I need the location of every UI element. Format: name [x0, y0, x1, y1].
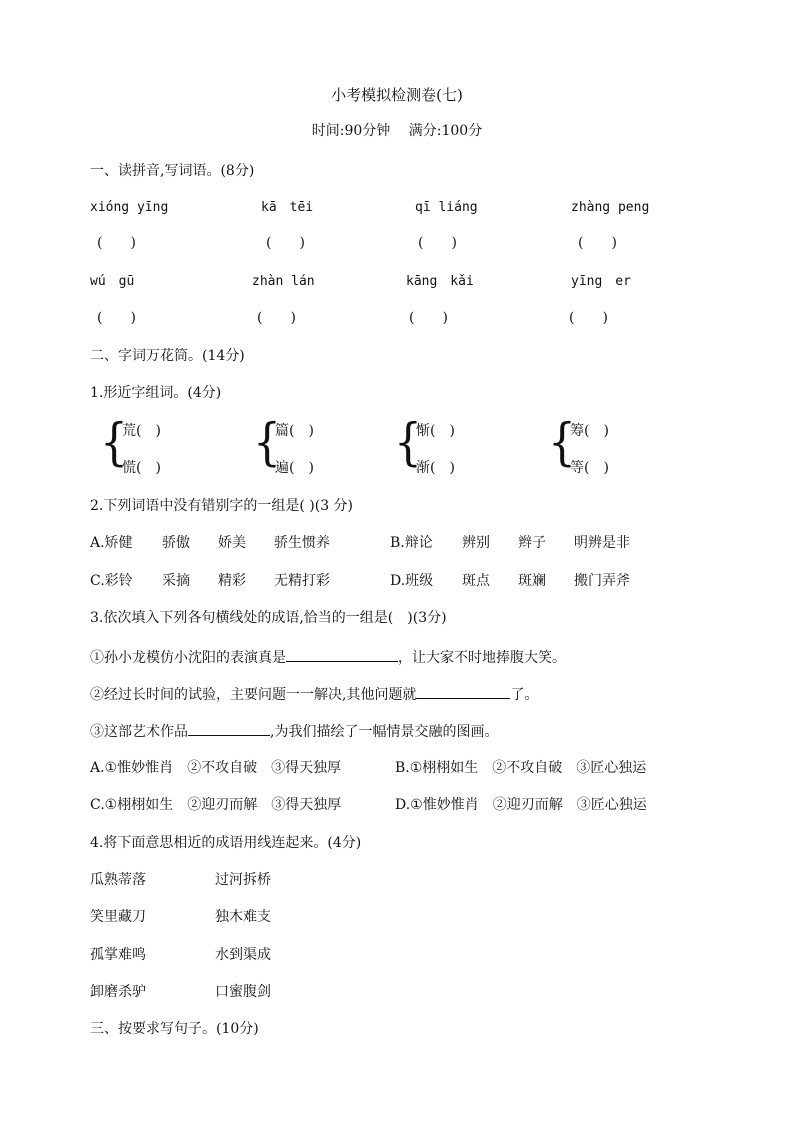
brace-icon: { — [100, 413, 128, 472]
sentence-text: ③这部艺术作品 — [90, 724, 188, 740]
option-word: 精彩 — [218, 573, 246, 589]
question4-heading: 4.将下面意思相近的成语用线连起来。(4分) — [90, 835, 362, 851]
word-group-item: 慌( ) — [122, 460, 161, 476]
pinyin-item: kāng kǎi — [406, 274, 474, 289]
sentence-1 — [90, 649, 566, 665]
option-word: B.辩论 — [390, 535, 433, 551]
pinyin-item: xióng yīng — [90, 200, 169, 215]
idiom-right[interactable]: 过河拆桥 — [215, 872, 271, 888]
option-word: C.彩铃 — [90, 573, 133, 589]
sentence-3 — [90, 723, 498, 739]
word-group-item: 等( ) — [570, 460, 609, 476]
fill-blank[interactable] — [188, 723, 270, 736]
choice-option-b: B.①栩栩如生 ②不攻自破 ③匠心独运 — [395, 760, 647, 776]
idiom-right[interactable]: 水到渠成 — [215, 947, 271, 963]
option-word: 明辨是非 — [574, 535, 630, 551]
answer-blank[interactable]: ( ) — [578, 235, 617, 251]
option-word: 采摘 — [162, 573, 190, 589]
option-word: 无精打彩 — [274, 573, 330, 589]
word-group-item: 惭( ) — [416, 423, 455, 439]
idiom-left[interactable]: 瓜熟蒂落 — [90, 872, 146, 888]
sentence-text: ，让大家不时地捧腹大笑。 — [398, 650, 566, 666]
exam-time-score: 时间:90分钟 满分:100分 — [311, 123, 483, 139]
option-word: 骄生惯养 — [274, 535, 330, 551]
sentence-text: ①孙小龙模仿小沈阳的表演真是 — [90, 650, 286, 666]
sentence-text: ,为我们描绘了一幅情景交融的图画。 — [270, 724, 499, 740]
option-word: D.班级 — [390, 573, 434, 589]
option-word: 斑点 — [462, 573, 490, 589]
pinyin-item: wú gū — [90, 274, 135, 289]
pinyin-item: kā tēi — [261, 200, 314, 215]
word-group-item: 篇( ) — [275, 423, 314, 439]
answer-blank[interactable]: ( ) — [569, 310, 608, 326]
question2-heading: 2.下列词语中没有错别字的一组是( )(3 分) — [90, 498, 354, 514]
answer-blank[interactable]: ( ) — [266, 235, 305, 251]
answer-blank[interactable]: ( ) — [97, 235, 136, 251]
fill-blank[interactable] — [286, 649, 398, 662]
brace-icon: { — [548, 413, 576, 472]
question1-heading: 1.形近字组词。(4分) — [90, 385, 222, 401]
word-group-item: 荒( ) — [122, 423, 161, 439]
pinyin-item: zhàng peng — [571, 200, 650, 215]
pinyin-item: zhàn lán — [252, 274, 315, 289]
option-word: 搬门弄斧 — [574, 573, 630, 589]
answer-blank[interactable]: ( ) — [97, 310, 136, 326]
idiom-left[interactable]: 笑里藏刀 — [90, 909, 146, 925]
section2-heading: 二、字词万花筒。(14分) — [90, 348, 245, 364]
option-word: 骄傲 — [162, 535, 190, 551]
idiom-right[interactable]: 独木难支 — [215, 909, 271, 925]
answer-blank[interactable]: ( ) — [409, 310, 448, 326]
idiom-left[interactable]: 孤掌难鸣 — [90, 947, 146, 963]
option-word: 斑斓 — [518, 573, 546, 589]
sentence-text: 了。 — [510, 687, 539, 703]
pinyin-item: yīng er — [571, 274, 631, 289]
idiom-left[interactable]: 卸磨杀驴 — [90, 984, 146, 1000]
section1-heading: 一、读拼音,写词语。(8分) — [90, 163, 255, 179]
word-group-item: 筹( ) — [570, 423, 609, 439]
question3-heading: 3.依次填入下列各句横线处的成语,恰当的一组是( )(3分) — [90, 610, 447, 626]
answer-blank[interactable]: ( ) — [257, 310, 296, 326]
fill-blank[interactable] — [416, 686, 510, 699]
option-word: 辫子 — [518, 535, 546, 551]
choice-option-c: C.①栩栩如生 ②迎刃而解 ③得天独厚 — [90, 797, 342, 813]
answer-blank[interactable]: ( ) — [418, 235, 457, 251]
option-word: 娇美 — [218, 535, 246, 551]
sentence-2 — [90, 686, 538, 702]
brace-icon: { — [394, 413, 422, 472]
section3-heading: 三、按要求写句子。(10分) — [90, 1021, 259, 1037]
brace-icon: { — [253, 413, 281, 472]
option-word: 辨别 — [462, 535, 490, 551]
sentence-text: ②经过长时间的试验，主要问题一一解决,其他问题就 — [90, 687, 417, 703]
option-word: A.矫健 — [90, 535, 133, 551]
word-group-item: 渐( ) — [416, 460, 455, 476]
choice-option-d: D.①惟妙惟肖 ②迎刃而解 ③匠心独运 — [395, 797, 647, 813]
word-group-item: 遍( ) — [275, 460, 314, 476]
idiom-right[interactable]: 口蜜腹剑 — [215, 984, 271, 1000]
page-title: 小考模拟检测卷(七) — [331, 86, 463, 104]
pinyin-item: qī liáng — [415, 200, 478, 215]
choice-option-a: A.①惟妙惟肖 ②不攻自破 ③得天独厚 — [90, 760, 342, 776]
